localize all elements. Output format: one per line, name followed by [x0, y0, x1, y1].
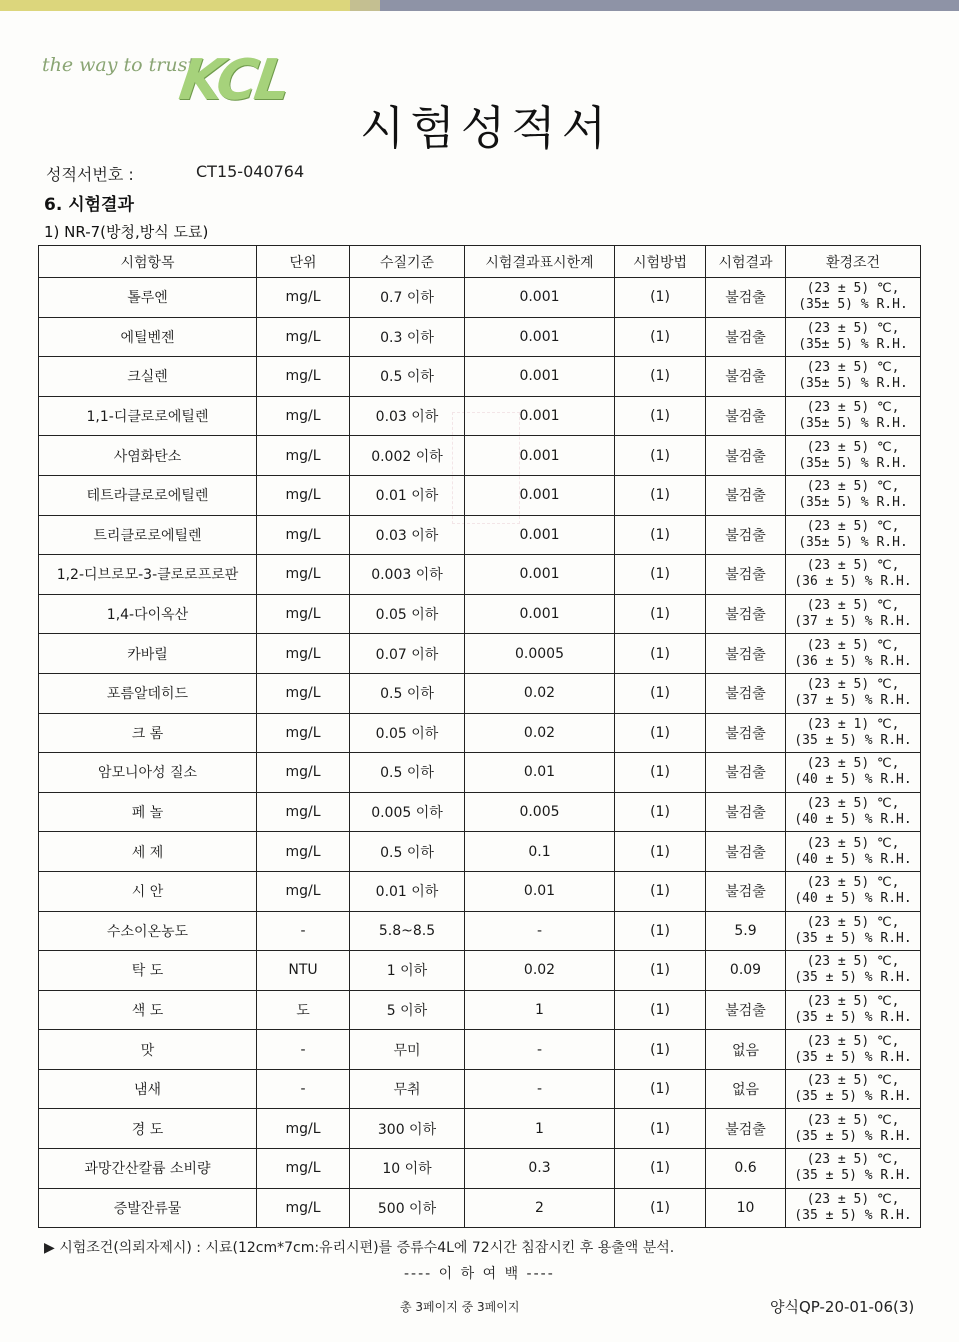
cell-unit: mg/L [257, 871, 350, 911]
blank-marker: ---- 이 하 여 백 ---- [404, 1266, 555, 1282]
cell-result: 0.09 [706, 951, 786, 991]
table-row [39, 1030, 921, 1070]
env-line: (40 ± 5) % R.H. [794, 851, 912, 867]
cell-unit: mg/L [257, 515, 350, 555]
cell-item: 냄새 [39, 1069, 257, 1109]
test-condition-note: ▶ 시험조건(의뢰자제시) : 시료(12cm*7cm:유리시편)를 증류수4L에 72시간 침잠시킨 후 용출액 분석. [44, 1240, 675, 1256]
cell-standard: 0.07 이하 [350, 634, 465, 674]
env-line: (23 ± 5) ℃, [806, 677, 900, 693]
kcl-logo: KCL [175, 48, 293, 113]
table-row [39, 753, 921, 793]
cell-result: 없음 [706, 1030, 786, 1070]
cell-standard: 10 이하 [350, 1149, 465, 1189]
cell-limit: 0.01 [465, 871, 615, 911]
cell-limit: 0.001 [465, 475, 615, 515]
env-line: (23 ± 5) ℃, [806, 360, 900, 376]
cell-env [786, 317, 921, 357]
cell-limit: 0.02 [465, 713, 615, 753]
cell-standard: 0.03 이하 [350, 515, 465, 555]
cell-unit: mg/L [257, 436, 350, 476]
cell-standard: 무미 [350, 1030, 465, 1070]
cell-result: 0.6 [706, 1149, 786, 1189]
cell-standard: 1 이하 [350, 951, 465, 991]
cell-method: (1) [615, 357, 706, 397]
cell-env [786, 594, 921, 634]
cell-limit: 0.001 [465, 357, 615, 397]
cell-env [786, 436, 921, 476]
cell-unit: mg/L [257, 792, 350, 832]
env-line: (23 ± 5) ℃, [806, 637, 900, 653]
cell-env [786, 1109, 921, 1149]
cell-item: 페 놀 [39, 792, 257, 832]
table-header-row [39, 246, 921, 278]
cell-result: 불검출 [706, 673, 786, 713]
cell-method: (1) [615, 278, 706, 318]
top-bar-gray [350, 0, 959, 11]
column-header: 수질기준 [350, 246, 465, 278]
cell-method: (1) [615, 713, 706, 753]
table-row [39, 990, 921, 1030]
cell-env [786, 1069, 921, 1109]
cell-unit: mg/L [257, 713, 350, 753]
cell-result: 불검출 [706, 515, 786, 555]
table-row [39, 357, 921, 397]
env-line: (23 ± 5) ℃, [806, 875, 900, 891]
cell-result: 불검출 [706, 436, 786, 476]
cell-limit: 0.001 [465, 555, 615, 595]
section-title: 6. 시험결과 [44, 195, 134, 215]
cell-item: 세 제 [39, 832, 257, 872]
env-line: (35± 5) % R.H. [798, 455, 908, 471]
cell-unit: mg/L [257, 753, 350, 793]
cell-result: 불검출 [706, 555, 786, 595]
env-line: (23 ± 5) ℃, [806, 400, 900, 416]
cell-result: 불검출 [706, 990, 786, 1030]
cell-limit: 0.005 [465, 792, 615, 832]
cell-result: 불검출 [706, 832, 786, 872]
cell-item: 톨루엔 [39, 278, 257, 318]
cell-item: 색 도 [39, 990, 257, 1030]
cell-item: 탁 도 [39, 951, 257, 991]
env-line: (23 ± 5) ℃, [806, 835, 900, 851]
certificate-number-label: 성적서번호 : [46, 165, 134, 184]
env-line: (40 ± 5) % R.H. [794, 891, 912, 907]
cell-unit: mg/L [257, 317, 350, 357]
results-table [38, 245, 921, 1228]
cell-result: 불검출 [706, 871, 786, 911]
cell-unit: mg/L [257, 1109, 350, 1149]
cell-result: 불검출 [706, 317, 786, 357]
top-bar-yellow [0, 0, 360, 11]
cell-standard: 5.8~8.5 [350, 911, 465, 951]
cell-method: (1) [615, 436, 706, 476]
env-line: (35 ± 5) % R.H. [794, 1049, 912, 1065]
cell-limit: 0.0005 [465, 634, 615, 674]
cell-result: 불검출 [706, 357, 786, 397]
cell-env [786, 278, 921, 318]
env-line: (23 ± 5) ℃, [806, 796, 900, 812]
column-header: 시험방법 [615, 246, 706, 278]
column-header: 시험결과표시한계 [465, 246, 615, 278]
cell-limit: - [465, 1069, 615, 1109]
cell-unit: mg/L [257, 1149, 350, 1189]
cell-unit: NTU [257, 951, 350, 991]
cell-unit: mg/L [257, 634, 350, 674]
table-row [39, 911, 921, 951]
env-line: (23 ± 5) ℃, [806, 1112, 900, 1128]
env-line: (23 ± 5) ℃, [806, 1152, 900, 1168]
cell-standard: 0.003 이하 [350, 555, 465, 595]
env-line: (35 ± 5) % R.H. [794, 1128, 912, 1144]
env-line: (23 ± 5) ℃, [806, 756, 900, 772]
cell-limit: - [465, 1030, 615, 1070]
certificate-number-value: CT15-040764 [196, 162, 305, 181]
env-line: (35 ± 5) % R.H. [794, 732, 912, 748]
env-line: (37 ± 5) % R.H. [794, 614, 912, 630]
cell-result: 5.9 [706, 911, 786, 951]
table-row [39, 436, 921, 476]
cell-method: (1) [615, 317, 706, 357]
cell-item: 크 롬 [39, 713, 257, 753]
cell-result: 10 [706, 1188, 786, 1228]
cell-unit: mg/L [257, 357, 350, 397]
cell-result: 불검출 [706, 475, 786, 515]
env-line: (23 ± 5) ℃, [806, 1191, 900, 1207]
cell-item: 에틸벤젠 [39, 317, 257, 357]
cell-env [786, 832, 921, 872]
cell-result: 불검출 [706, 1109, 786, 1149]
env-line: (35 ± 5) % R.H. [794, 1207, 912, 1223]
cell-item: 암모니아성 질소 [39, 753, 257, 793]
cell-unit: mg/L [257, 832, 350, 872]
env-line: (35± 5) % R.H. [798, 534, 908, 550]
cell-unit: - [257, 1030, 350, 1070]
top-color-bar [0, 0, 959, 12]
table-row [39, 475, 921, 515]
cell-standard: 300 이하 [350, 1109, 465, 1149]
cell-item: 1,2-디브로모-3-클로로프로판 [39, 555, 257, 595]
env-line: (23 ± 1) ℃, [806, 716, 900, 732]
cell-limit: 0.1 [465, 832, 615, 872]
cell-standard: 0.3 이하 [350, 317, 465, 357]
cell-standard: 0.7 이하 [350, 278, 465, 318]
table-row [39, 832, 921, 872]
cell-unit: mg/L [257, 673, 350, 713]
cell-limit: 0.001 [465, 594, 615, 634]
env-line: (40 ± 5) % R.H. [794, 772, 912, 788]
table-row [39, 792, 921, 832]
cell-item: 테트라클로로에틸렌 [39, 475, 257, 515]
cell-item: 크실렌 [39, 357, 257, 397]
cell-env [786, 1188, 921, 1228]
cell-limit: 0.02 [465, 673, 615, 713]
cell-env [786, 396, 921, 436]
cell-method: (1) [615, 555, 706, 595]
cell-limit: 0.02 [465, 951, 615, 991]
top-bar-blend [350, 0, 380, 11]
env-line: (35 ± 5) % R.H. [794, 970, 912, 986]
cell-item: 증발잔류물 [39, 1188, 257, 1228]
env-line: (35 ± 5) % R.H. [794, 1168, 912, 1184]
cell-limit: 0.001 [465, 515, 615, 555]
table-row [39, 555, 921, 595]
cell-standard: 0.5 이하 [350, 832, 465, 872]
table-row [39, 634, 921, 674]
cell-limit: 0.001 [465, 317, 615, 357]
env-line: (23 ± 5) ℃, [806, 1073, 900, 1089]
cell-method: (1) [615, 396, 706, 436]
cell-standard: 0.5 이하 [350, 753, 465, 793]
column-header: 환경조건 [786, 246, 921, 278]
env-line: (23 ± 5) ℃, [806, 439, 900, 455]
cell-item: 수소이온농도 [39, 911, 257, 951]
cell-result: 없음 [706, 1069, 786, 1109]
cell-standard: 무취 [350, 1069, 465, 1109]
cell-limit: 1 [465, 990, 615, 1030]
cell-env [786, 792, 921, 832]
cell-standard: 500 이하 [350, 1188, 465, 1228]
logo-tagline: the way to trust [42, 54, 195, 76]
table-row [39, 713, 921, 753]
table-row [39, 278, 921, 318]
cell-result: 불검출 [706, 713, 786, 753]
table-row [39, 1188, 921, 1228]
cell-limit: 0.001 [465, 396, 615, 436]
env-line: (35± 5) % R.H. [798, 297, 908, 313]
cell-env [786, 871, 921, 911]
table-row [39, 1069, 921, 1109]
cell-unit: mg/L [257, 278, 350, 318]
env-line: (23 ± 5) ℃, [806, 479, 900, 495]
env-line: (35± 5) % R.H. [798, 336, 908, 352]
cell-unit: mg/L [257, 555, 350, 595]
cell-env [786, 990, 921, 1030]
env-line: (35 ± 5) % R.H. [794, 1089, 912, 1105]
cell-limit: 0.3 [465, 1149, 615, 1189]
form-number: 양식QP-20-01-06(3) [770, 1298, 915, 1316]
cell-standard: 0.5 이하 [350, 357, 465, 397]
cell-standard: 0.5 이하 [350, 673, 465, 713]
cell-method: (1) [615, 673, 706, 713]
column-header: 단위 [257, 246, 350, 278]
cell-method: (1) [615, 1188, 706, 1228]
cell-limit: 0.001 [465, 436, 615, 476]
cell-env [786, 515, 921, 555]
cell-item: 사염화탄소 [39, 436, 257, 476]
cell-unit: - [257, 911, 350, 951]
env-line: (23 ± 5) ℃, [806, 914, 900, 930]
cell-item: 과망간산칼륨 소비량 [39, 1149, 257, 1189]
table-row [39, 871, 921, 911]
cell-method: (1) [615, 1069, 706, 1109]
cell-unit: mg/L [257, 1188, 350, 1228]
table-row [39, 673, 921, 713]
cell-env [786, 555, 921, 595]
cell-item: 1,1-디클로로에틸렌 [39, 396, 257, 436]
env-line: (35± 5) % R.H. [798, 416, 908, 432]
cell-result: 불검출 [706, 792, 786, 832]
cell-method: (1) [615, 634, 706, 674]
document-title: 시험성적서 [360, 101, 613, 155]
cell-method: (1) [615, 871, 706, 911]
cell-unit: mg/L [257, 594, 350, 634]
env-line: (35± 5) % R.H. [798, 376, 908, 392]
cell-item: 트리클로로에틸렌 [39, 515, 257, 555]
env-line: (40 ± 5) % R.H. [794, 812, 912, 828]
env-line: (36 ± 5) % R.H. [794, 574, 912, 590]
cell-unit: mg/L [257, 475, 350, 515]
subsection-title: 1) NR-7(방청,방식 도료) [44, 223, 209, 241]
cell-item: 경 도 [39, 1109, 257, 1149]
cell-unit: - [257, 1069, 350, 1109]
cell-method: (1) [615, 911, 706, 951]
cell-item: 포름알데히드 [39, 673, 257, 713]
env-line: (23 ± 5) ℃, [806, 558, 900, 574]
table-row [39, 1149, 921, 1189]
cell-item: 카바릴 [39, 634, 257, 674]
env-line: (23 ± 5) ℃, [806, 598, 900, 614]
cell-env [786, 951, 921, 991]
cell-standard: 0.005 이하 [350, 792, 465, 832]
cell-item: 1,4-다이옥산 [39, 594, 257, 634]
table-row [39, 1109, 921, 1149]
cell-method: (1) [615, 1030, 706, 1070]
cell-env [786, 1030, 921, 1070]
cell-unit: mg/L [257, 396, 350, 436]
env-line: (23 ± 5) ℃, [806, 281, 900, 297]
cell-method: (1) [615, 1109, 706, 1149]
cell-env [786, 357, 921, 397]
env-line: (37 ± 5) % R.H. [794, 693, 912, 709]
cell-method: (1) [615, 832, 706, 872]
cell-standard: 0.002 이하 [350, 436, 465, 476]
table-row [39, 594, 921, 634]
cell-method: (1) [615, 990, 706, 1030]
cell-limit: 0.01 [465, 753, 615, 793]
cell-method: (1) [615, 515, 706, 555]
cell-result: 불검출 [706, 396, 786, 436]
env-line: (23 ± 5) ℃, [806, 993, 900, 1009]
cell-method: (1) [615, 594, 706, 634]
column-header: 시험항목 [39, 246, 257, 278]
table-row [39, 396, 921, 436]
env-line: (36 ± 5) % R.H. [794, 653, 912, 669]
cell-unit: 도 [257, 990, 350, 1030]
cell-method: (1) [615, 1149, 706, 1189]
cell-method: (1) [615, 792, 706, 832]
table-body [39, 278, 921, 1228]
cell-result: 불검출 [706, 594, 786, 634]
page-info: 총 3페이지 중 3페이지 [400, 1300, 520, 1314]
env-line: (35 ± 5) % R.H. [794, 930, 912, 946]
cell-standard: 0.05 이하 [350, 713, 465, 753]
env-line: (23 ± 5) ℃, [806, 954, 900, 970]
cell-limit: 2 [465, 1188, 615, 1228]
cell-limit: 0.001 [465, 278, 615, 318]
cell-env [786, 753, 921, 793]
cell-result: 불검출 [706, 278, 786, 318]
cell-method: (1) [615, 753, 706, 793]
cell-env [786, 475, 921, 515]
cell-standard: 0.01 이하 [350, 475, 465, 515]
table-row [39, 317, 921, 357]
cell-limit: 1 [465, 1109, 615, 1149]
cell-env [786, 673, 921, 713]
env-line: (23 ± 5) ℃, [806, 1033, 900, 1049]
cell-item: 맛 [39, 1030, 257, 1070]
table-row [39, 951, 921, 991]
cell-item: 시 안 [39, 871, 257, 911]
cell-standard: 0.03 이하 [350, 396, 465, 436]
cell-env [786, 713, 921, 753]
column-header: 시험결과 [706, 246, 786, 278]
cell-env [786, 1149, 921, 1189]
env-line: (35 ± 5) % R.H. [794, 1009, 912, 1025]
cell-method: (1) [615, 475, 706, 515]
table-row [39, 515, 921, 555]
cell-method: (1) [615, 951, 706, 991]
cell-env [786, 911, 921, 951]
cell-standard: 0.01 이하 [350, 871, 465, 911]
env-line: (35± 5) % R.H. [798, 495, 908, 511]
cell-standard: 0.05 이하 [350, 594, 465, 634]
cell-env [786, 634, 921, 674]
cell-limit: - [465, 911, 615, 951]
env-line: (23 ± 5) ℃, [806, 518, 900, 534]
cell-standard: 5 이하 [350, 990, 465, 1030]
cell-result: 불검출 [706, 634, 786, 674]
cell-result: 불검출 [706, 753, 786, 793]
env-line: (23 ± 5) ℃, [806, 320, 900, 336]
